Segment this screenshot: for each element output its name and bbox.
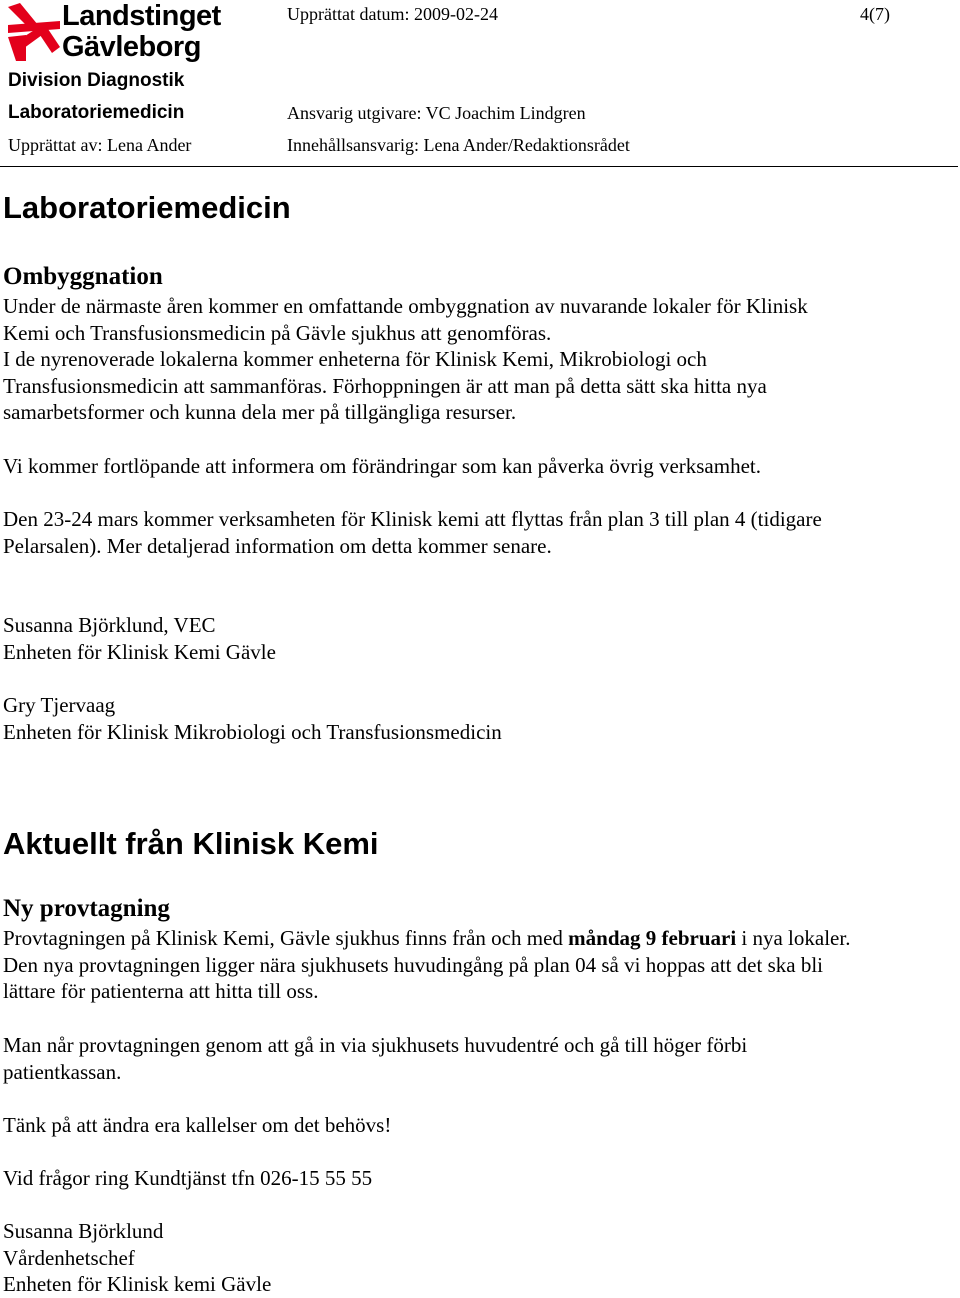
signature-block-2 — [3, 692, 502, 745]
logo-text-line2: Gävleborg — [62, 31, 201, 63]
paragraph-line: Den nya provtagningen ligger nära sjukhusets huvudingång på plan 04 så vi hoppas att det ska bli — [3, 952, 823, 977]
paragraph-line: Kemi och Transfusionsmedicin på Gävle sjukhus att genomföras. — [3, 320, 552, 345]
paragraph-line: Under de närmaste åren kommer en omfattande ombyggnation av nuvarande lokaler för Klinisk — [3, 294, 808, 318]
section1-paragraph2: Vi kommer fortlöpande att informera om förändringar som kan påverka övrig verksamhet. — [3, 454, 761, 478]
signature-title: Vårdenhetschef — [3, 1245, 135, 1270]
signature-unit: Enheten för Klinisk Kemi Gävle — [3, 639, 276, 664]
section2-paragraph3: Tänk på att ändra era kallelser om det behövs! — [3, 1113, 392, 1137]
signature-unit: Enheten för Klinisk Mikrobiologi och Transfusionsmedicin — [3, 719, 502, 744]
division-label: Division Diagnostik — [8, 70, 185, 91]
paragraph-line: I de nyrenoverade lokalerna kommer enheterna för Klinisk Kemi, Mikrobiologi och — [3, 347, 707, 372]
signature-name: Susanna Björklund, VEC — [3, 613, 216, 637]
signature-name: Susanna Björklund — [3, 1219, 164, 1243]
signature-unit: Enheten för Klinisk kemi Gävle — [3, 1272, 272, 1297]
paragraph-line: samarbetsformer och kunna dela mer på tillgängliga resurser. — [3, 400, 517, 425]
created-date: Upprättat datum: 2009-02-24 — [287, 4, 498, 24]
department-label: Laboratoriemedicin — [8, 102, 185, 123]
header-divider — [0, 166, 958, 167]
text-run: Provtagningen på Klinisk Kemi, Gävle sjukhus finns från och med — [3, 926, 569, 950]
section2-paragraph1 — [3, 925, 850, 1005]
text-run: i nya lokaler. — [736, 926, 851, 950]
section1-title: Laboratoriemedicin — [3, 190, 291, 225]
paragraph-line — [3, 925, 850, 952]
landstinget-logo-icon — [8, 3, 60, 61]
paragraph-line: Den 23-24 mars kommer verksamheten för Klinisk kemi att flyttas från plan 3 till plan 4 (tidigare — [3, 507, 822, 531]
section2-paragraph2 — [3, 1032, 747, 1085]
signature-name: Gry Tjervaag — [3, 693, 116, 717]
section1-subtitle: Ombyggnation — [3, 263, 163, 290]
section1-paragraph1 — [3, 293, 808, 426]
paragraph-line: Transfusionsmedicin att sammanföras. Förhoppningen är att man på detta sätt ska hitta nya — [3, 373, 767, 398]
logo-text-line1: Landstinget — [62, 0, 221, 32]
section2-subtitle: Ny provtagning — [3, 895, 170, 922]
created-by: Upprättat av: Lena Ander — [8, 135, 192, 155]
paragraph-line: Pelarsalen). Mer detaljerad information om detta kommer senare. — [3, 533, 552, 558]
publisher: Ansvarig utgivare: VC Joachim Lindgren — [287, 103, 586, 123]
section2-paragraph4: Vid frågor ring Kundtjänst tfn 026-15 55 55 — [3, 1166, 373, 1190]
paragraph-line: patientkassan. — [3, 1059, 122, 1084]
paragraph-line: Man når provtagningen genom att gå in via sjukhusets huvudentré och gå till höger förbi — [3, 1033, 748, 1057]
signature-block-1 — [3, 612, 276, 665]
section1-paragraph3 — [3, 506, 822, 559]
section2-title: Aktuellt från Klinisk Kemi — [3, 826, 379, 861]
paragraph-line: lättare för patienterna att hitta till oss. — [3, 979, 319, 1004]
signature-block-3 — [3, 1218, 271, 1298]
content-owner: Innehållsansvarig: Lena Ander/Redaktionsrådet — [287, 135, 630, 155]
page-number: 4(7) — [860, 4, 890, 24]
highlight-date: måndag 9 februari — [568, 926, 737, 950]
